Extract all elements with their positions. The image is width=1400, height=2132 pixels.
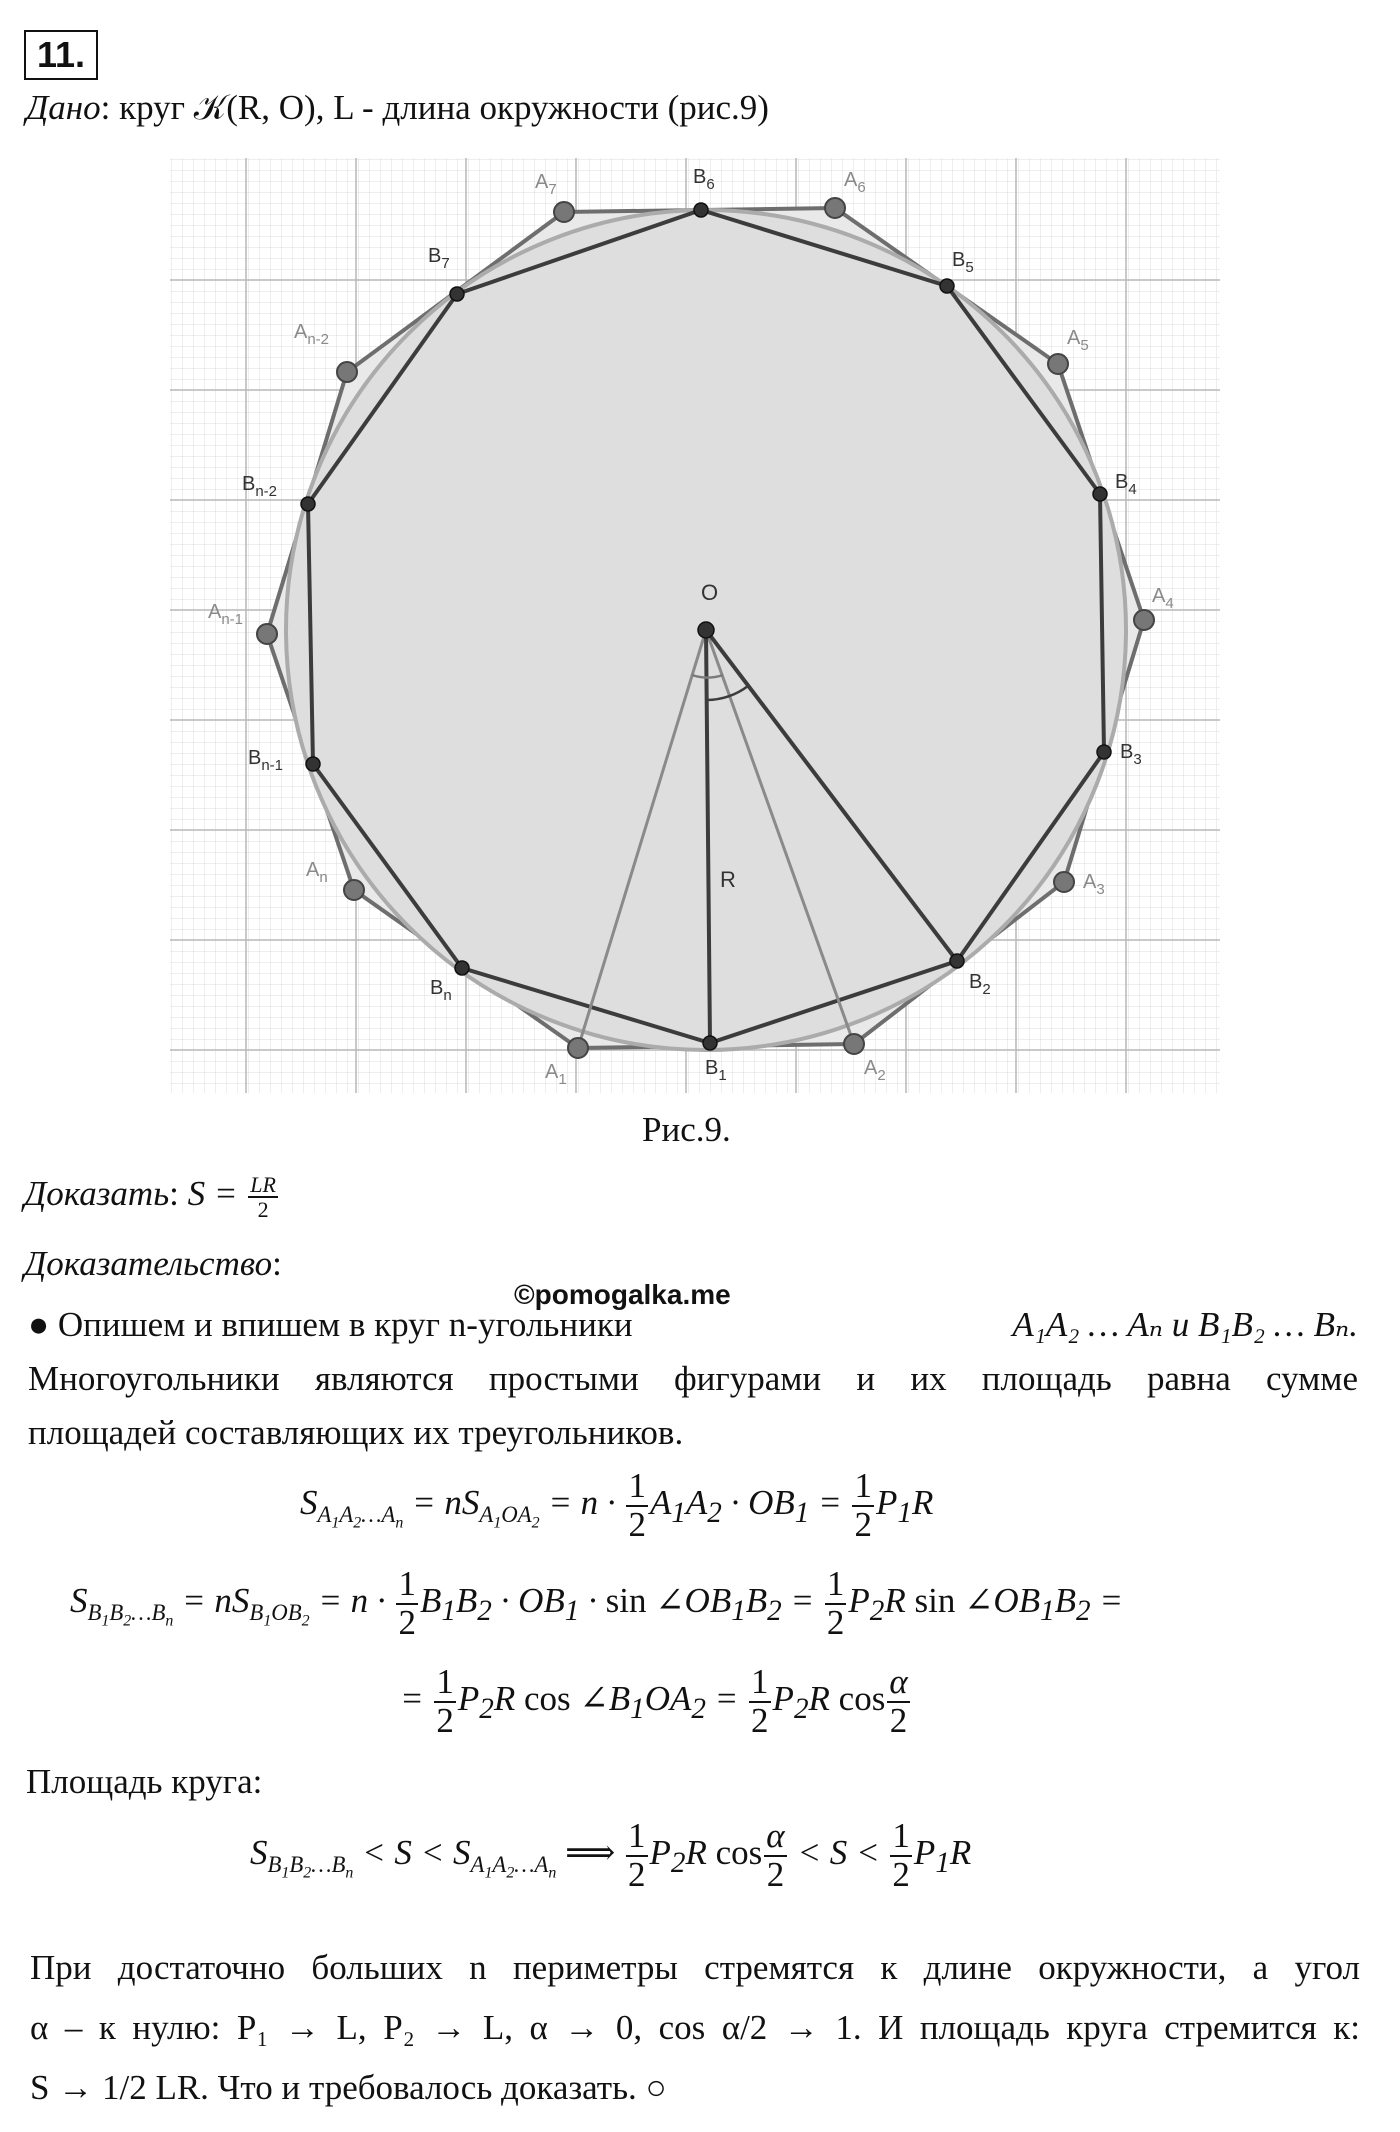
- paragraph-line-2: Многоугольники являются простыми фигурами и их площадь равна сумме: [28, 1359, 1358, 1398]
- label-a1: $A_1$: [545, 1061, 567, 1088]
- paragraph-line-3: площадей составляющих их треугольников.: [28, 1413, 684, 1452]
- label-b7: $B_7$: [428, 245, 450, 272]
- proof-heading: Доказательство:: [24, 1244, 282, 1283]
- label-bn-2: $B_{n-2}$: [242, 473, 278, 500]
- conclusion-line-3: S → 1/2 LR. Что и требовалось доказать. ○: [30, 2068, 667, 2107]
- area-label: Площадь круга:: [26, 1762, 263, 1801]
- label-a3: $A_3$: [1083, 871, 1105, 898]
- paragraph-line-1-text: ● Опишем и впишем в круг n-угольники: [28, 1305, 633, 1344]
- conclusion-line-2: α – к нулю: P₁ → L, P₂ → L, α → 0, cos α/2 → 1. И площадь круга стремится к:: [30, 2008, 1360, 2047]
- label-a6: $A_6$: [844, 169, 866, 196]
- label-an-2: $A_{n-2}$: [294, 321, 330, 348]
- figure-polygons: [160, 148, 1230, 1098]
- label-an-1: $A_{n-1}$: [208, 601, 244, 628]
- paragraph-intro: [28, 1298, 1358, 1460]
- problem-number: 11.: [24, 30, 98, 80]
- label-radius-r: R: [720, 867, 736, 892]
- prove-line: Доказать: S = $\frac{LR}{2}$: [24, 1172, 280, 1221]
- given-line: [26, 86, 769, 130]
- label-bn-1: $B_{n-1}$: [248, 747, 284, 774]
- label-a4: $A_4$: [1152, 585, 1174, 612]
- label-b5: $B_5$: [952, 249, 974, 276]
- label-b2: $B_2$: [969, 971, 991, 998]
- conclusion-line-1: При достаточно больших n периметры стремятся к длине окружности, а угол: [30, 1948, 1360, 1987]
- label-b6: $B_6$: [693, 166, 715, 193]
- given-label: Дано: [26, 88, 101, 127]
- label-a7: $A_7$: [535, 171, 557, 198]
- paragraph-conclusion: [30, 1938, 1360, 2118]
- equation-2: $S_{B_1B_2\dots B_n} = nS_{B_1OB_2} = n$ · $\frac{1}{2}$ $B_1B_2 \cdot OB_1 \cdot \sin$ $\angle OB_1B_2$ = $\frac{1}{2}$ $P_2R$ $\sin \angle OB_1B_2$ =: [70, 1564, 1123, 1642]
- label-bn: $B_n$: [430, 977, 452, 1004]
- given-text: : круг 𝒦(R, O), L - длина окружности (рис.9): [100, 88, 769, 127]
- label-b3: $B_3$: [1120, 741, 1142, 768]
- label-a2: $A_2$: [864, 1057, 886, 1084]
- equation-1: $S_{A_1A_2\dots A_n} = nS_{A_1OA_2} = n$ · $\frac{1}{2}$ $A_1A_2 \cdot OB_1$ = $\frac{1}{2}$ $P_1R$: [300, 1466, 934, 1544]
- label-a5: $A_5$: [1067, 327, 1089, 354]
- proof-label: Доказательство: [24, 1244, 273, 1283]
- label-b4: $B_4$: [1115, 471, 1137, 498]
- figure-caption: Рис.9.: [642, 1110, 731, 1149]
- prove-formula: S = $\frac{LR}{2}$: [187, 1171, 276, 1222]
- equation-3: = $\frac{1}{2}$ $P_2R$ $\cos \angle B_1OA_2$ = $\frac{1}{2}$ $P_2R$ cos $\frac{\alpha}{2}$: [400, 1662, 908, 1740]
- center-point: [698, 622, 714, 638]
- label-an: $A_n$: [306, 859, 328, 886]
- equation-4: $S_{B_1B_2\dots B_n} < S < S_{A_1A_2\dots A_n}$ ⟹ $\frac{1}{2}$ $P_2R$ cos $\frac{\alpha}{2}$ < S < $\frac{1}{2}$ $P_1R$: [250, 1816, 972, 1894]
- paragraph-polygons: A₁A₂ … Aₙ и B₁B₂ … Bₙ.: [1012, 1305, 1358, 1344]
- paragraph-line-1: [28, 1298, 1358, 1352]
- watermark: ©pomogalka.me: [514, 1279, 731, 1310]
- label-b1: $B_1$: [705, 1057, 727, 1084]
- label-center-o: O: [701, 580, 719, 605]
- prove-label: Доказать: [24, 1174, 170, 1213]
